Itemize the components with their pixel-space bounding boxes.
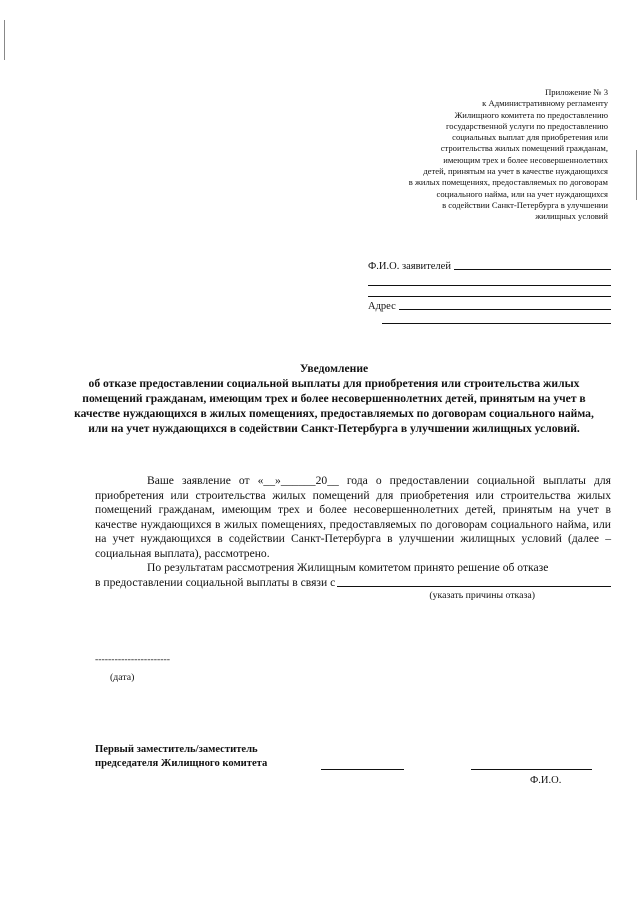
notice-title (74, 361, 594, 436)
signer-title-line1: Первый заместитель/заместитель (95, 744, 258, 755)
applicants-input-line[interactable] (454, 268, 611, 270)
reason-lead: в предоставлении социальной выплаты в связи с (95, 575, 336, 589)
annex-line: Жилищного комитета по предоставлению (454, 109, 608, 120)
address-extra-line[interactable] (382, 323, 611, 324)
reason-hint: (указать причины отказа) (429, 590, 535, 601)
date-line[interactable]: ----------------------- (95, 654, 171, 665)
notice-heading: Уведомление (299, 362, 369, 375)
annex-line: государственной услуги по предоставлению (445, 120, 608, 131)
fio-label: Ф.И.О. (530, 775, 562, 786)
annex-line: жилищных условий (535, 211, 608, 222)
annex-line: в содействии Санкт-Петербурга в улучшении (442, 199, 608, 210)
annex-header (348, 87, 608, 223)
applicants-extra-line[interactable] (368, 296, 611, 297)
applicants-row (368, 258, 611, 272)
applicants-extra-line[interactable] (368, 285, 611, 286)
annex-line: социальных выплат для приобретения или (452, 132, 608, 143)
annex-line: в жилых помещениях, предоставляемых по договорам (408, 177, 608, 188)
fio-line[interactable] (471, 769, 592, 770)
notice-body (95, 474, 611, 602)
address-label: Адрес (368, 301, 396, 312)
annex-line: детей, принятым на учет в качестве нуждающихся (423, 166, 608, 177)
annex-line: строительства жилых помещений гражданам, (440, 143, 608, 154)
applicants-label: Ф.И.О. заявителей (368, 261, 451, 272)
scan-edge-left (4, 20, 5, 60)
applicant-fields (368, 258, 611, 324)
address-row (368, 298, 611, 312)
annex-line: социального найма, или на учет нуждающихся (436, 188, 608, 199)
date-block (95, 654, 170, 683)
body-paragraph-1: Ваше заявление от «__»______20__ года о предоставлении социальной выплаты для приобретения или строительства жилых помещений для приобретения или строительства жилых помещений гражданам, имеющим трех и более несовершеннолетних детей, принятым на учет в качестве нуждающихся в жилых помещениях, предоставляемых по договорам социального найма, или на учет нуждающихся в содействии Санкт-Петербурга в улучшении жилищных условий (далее – социальная выплата), рассмотрено. (95, 474, 611, 560)
scan-edge-right (636, 150, 637, 200)
annex-line: Приложение № 3 (545, 87, 608, 97)
signature-line[interactable] (321, 769, 404, 770)
signer-title-line2: председателя Жилищного комитета (95, 758, 268, 769)
annex-line: имеющим трех и более несовершеннолетних (443, 154, 608, 165)
date-label: (дата) (110, 672, 135, 683)
address-input-line[interactable] (399, 308, 611, 310)
annex-line: к Административному регламенту (482, 98, 608, 109)
reason-input-line[interactable] (337, 585, 611, 587)
signer-block (95, 743, 325, 771)
reason-row (95, 576, 611, 591)
body-paragraph-2: По результатам рассмотрения Жилищным комитетом принято решение об отказе (147, 561, 549, 574)
notice-subtitle: об отказе предоставлении социальной выплаты для приобретения или строительства жилых помещений гражданам, имеющим трех и более несовершеннолетних детей, принятым на учет в качестве нуждающихся в жилых помещениях, предоставляемых по договорам социального найма, или на учет нуждающихся в содействии Санкт-Петербурга в улучшении жилищных условий. (74, 377, 594, 435)
